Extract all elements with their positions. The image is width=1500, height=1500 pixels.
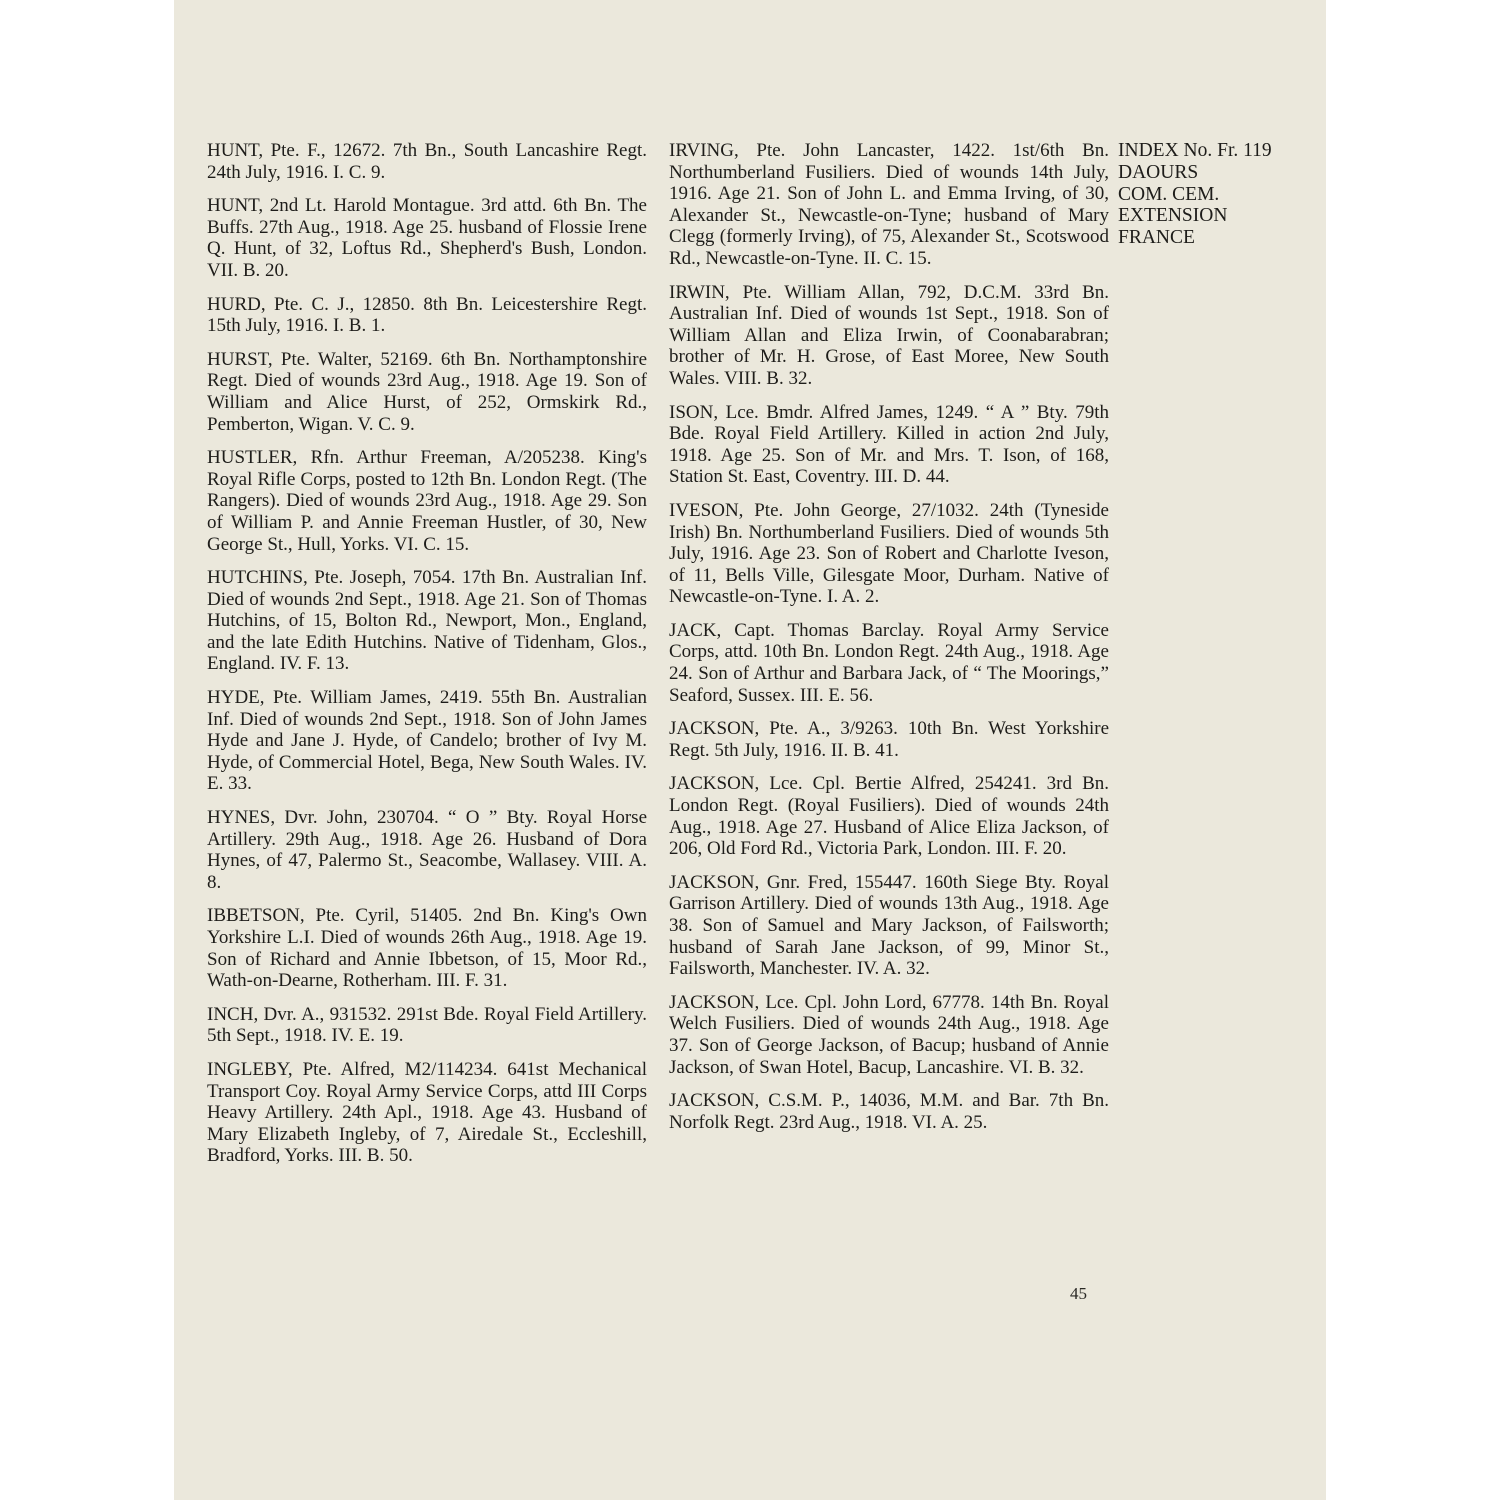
list-item: HUNT, 2nd Lt. Harold Montague. 3rd attd. 6th Bn. The Buffs. 27th Aug., 1918. Age 25. husband of Flossie Irene Q. Hunt, of 32, Loftus Rd., Shepherd's Bush, London. VII. B. 20. — [207, 195, 647, 281]
index-number: INDEX No. Fr. 119 — [1118, 140, 1272, 161]
list-item: HUNT, Pte. F., 12672. 7th Bn., South Lancashire Regt. 24th July, 1916. I. C. 9. — [207, 140, 647, 183]
list-item: JACKSON, Gnr. Fred, 155447. 160th Siege Bty. Royal Garrison Artillery. Died of wounds 13th Aug., 1918. Age 38. Son of Samuel and Mary Jackson, of Failsworth; husband of Sarah Jane Jackson, of 99, Minor St., Failsworth, Manchester. IV. A. 32. — [669, 871, 1109, 980]
list-item: ISON, Lce. Bmdr. Alfred James, 1249. “ A ” Bty. 79th Bde. Royal Field Artillery. Killed in action 2nd July, 1918. Age 25. Son of Mr. and Mrs. T. Ison, of 168, Station St. East, Coventry. III. D. 44. — [669, 401, 1109, 488]
location-line: COM. CEM. — [1118, 183, 1220, 205]
list-item: JACK, Capt. Thomas Barclay. Royal Army Service Corps, attd. 10th Bn. London Regt. 24th Aug., 1918. Age 24. Son of Arthur and Barbara Jack, of “ The Moorings,” Seaford, Sussex. III. E. 56. — [669, 619, 1109, 706]
list-item: HURD, Pte. C. J., 12850. 8th Bn. Leicestershire Regt. 15th July, 1916. I. B. 1. — [207, 293, 647, 337]
list-item: JACKSON, C.S.M. P., 14036, M.M. and Bar. 7th Bn. Norfolk Regt. 23rd Aug., 1918. VI. A. 25. — [669, 1090, 1109, 1133]
location-line: EXTENSION — [1118, 205, 1228, 227]
location-line: DAOURS — [1118, 161, 1199, 183]
list-item: INCH, Dvr. A., 931532. 291st Bde. Royal Field Artillery. 5th Sept., 1918. IV. E. 19. — [207, 1003, 647, 1047]
document-page — [174, 0, 1326, 1500]
list-item: HYNES, Dvr. John, 230704. “ O ” Bty. Royal Horse Artillery. 29th Aug., 1918. Age 26. Husband of Dora Hynes, of 47, Palermo St., Seacombe, Wallasey. VIII. A. 8. — [207, 807, 647, 893]
list-item: JACKSON, Lce. Cpl. John Lord, 67778. 14th Bn. Royal Welch Fusiliers. Died of wounds 24th Aug., 1918. Age 37. Son of George Jackson, of Bacup; husband of Annie Jackson, of Swan Hotel, Bacup, Lancashire. VI. B. 32. — [669, 991, 1109, 1078]
list-item: HYDE, Pte. William James, 2419. 55th Bn. Australian Inf. Died of wounds 2nd Sept., 1918. Son of John James Hyde and Jane J. Hyde, of Candelo; brother of Ivy M. Hyde, of Commercial Hotel, Bega, New South Wales. IV. E. 33. — [207, 687, 647, 795]
left-column — [207, 140, 647, 1179]
list-item: IVESON, Pte. John George, 27/1032. 24th (Tyneside Irish) Bn. Northumberland Fusiliers. Died of wounds 5th July, 1916. Age 23. Son of Robert and Charlotte Iveson, of 11, Bells Ville, Gilesgate Moor, Durham. Native of Newcastle-on-Tyne. I. A. 2. — [669, 499, 1109, 608]
list-item: IRVING, Pte. John Lancaster, 1422. 1st/6th Bn. Northumberland Fusiliers. Died of wounds 14th July, 1916. Age 21. Son of John L. and Emma Irving, of 30, Alexander St., Newcastle-on-Tyne; husband of Mary Clegg (formerly Irving), of 75, Alexander St., Scotswood Rd., Newcastle-on-Tyne. II. C. 15. — [669, 140, 1109, 269]
list-item: JACKSON, Pte. A., 3/9263. 10th Bn. West Yorkshire Regt. 5th July, 1916. II. B. 41. — [669, 718, 1109, 761]
list-item: JACKSON, Lce. Cpl. Bertie Alfred, 254241. 3rd Bn. London Regt. (Royal Fusiliers). Died of wounds 24th Aug., 1918. Age 27. Husband of Alice Eliza Jackson, of 206, Old Ford Rd., Victoria Park, London. III. F. 20. — [669, 773, 1109, 860]
location-line: FRANCE — [1118, 227, 1195, 249]
list-item: HURST, Pte. Walter, 52169. 6th Bn. Northamptonshire Regt. Died of wounds 23rd Aug., 1918. Age 19. Son of William and Alice Hurst, of 252, Ormskirk Rd., Pemberton, Wigan. V. C. 9. — [207, 348, 647, 435]
list-item: HUTCHINS, Pte. Joseph, 7054. 17th Bn. Australian Inf. Died of wounds 2nd Sept., 1918. Age 21. Son of Thomas Hutchins, of 15, Bolton Rd., Newport, Mon., England, and the late Edith Hutchins. Native of Tidenham, Glos., England. IV. F. 13. — [207, 567, 647, 675]
list-item: HUSTLER, Rfn. Arthur Freeman, A/205238. King's Royal Rifle Corps, posted to 12th Bn. London Regt. (The Rangers). Died of wounds 23rd Aug., 1918. Age 29. Son of William P. and Annie Freeman Hustler, of 30, New George St., Hull, Yorks. VI. C. 15. — [207, 447, 647, 555]
list-item: IBBETSON, Pte. Cyril, 51405. 2nd Bn. King's Own Yorkshire L.I. Died of wounds 26th Aug., 1918. Age 19. Son of Richard and Annie Ibbetson, of 15, Moor Rd., Wath-on-Dearne, Rotherham. III. F. 31. — [207, 905, 647, 992]
page-number: 45 — [1070, 1284, 1087, 1303]
cemetery-header — [1118, 140, 1318, 249]
list-item: IRWIN, Pte. William Allan, 792, D.C.M. 33rd Bn. Australian Inf. Died of wounds 1st Sept., 1918. Son of William Allan and Eliza Irwin, of Coonabarabran; brother of Mr. H. Grose, of East Moree, New South Wales. VIII. B. 32. — [669, 281, 1109, 389]
right-column — [669, 140, 1109, 1145]
list-item: INGLEBY, Pte. Alfred, M2/114234. 641st Mechanical Transport Coy. Royal Army Service Corps, attd III Corps Heavy Artillery. 24th Apl., 1918. Age 43. Husband of Mary Elizabeth Ingleby, of 7, Airedale St., Eccleshill, Bradford, Yorks. III. B. 50. — [207, 1058, 647, 1167]
